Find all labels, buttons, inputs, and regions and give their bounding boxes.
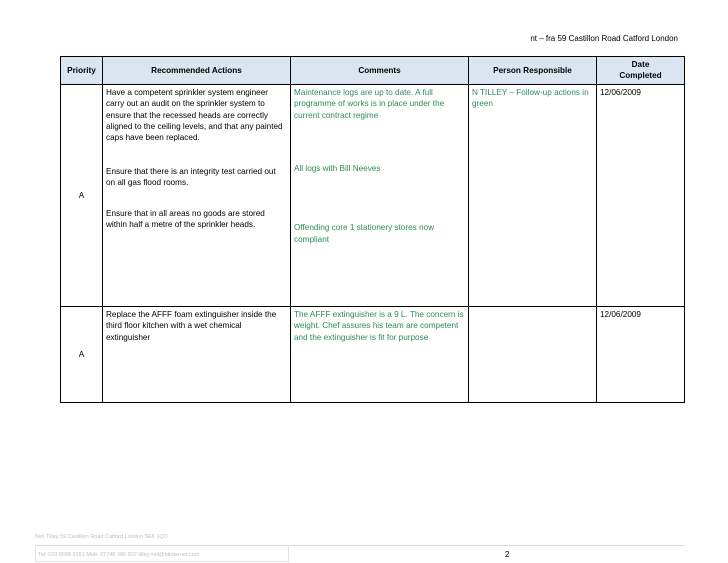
table-header-row: [61, 57, 685, 85]
header-date-line1: Date: [631, 60, 650, 69]
page-number: 2: [505, 550, 510, 559]
comment-text: Maintenance logs are up to date. A full programme of works is in place under the current contract regime: [294, 87, 445, 120]
header-comments: Comments: [291, 57, 469, 85]
actions-table: [60, 56, 685, 403]
priority-cell: A: [61, 306, 103, 402]
comment-text: All logs with Bill Neeves: [294, 164, 381, 174]
footer-contact: Tel: 020 8698 0181 Mob: 07748 386 902 tilley.neil@btinternet.com: [38, 552, 200, 558]
header-priority: Priority: [61, 57, 103, 85]
action-text: Ensure that there is an integrity test carried out on all gas flood rooms.: [106, 166, 276, 188]
header-person-responsible: Person Responsible: [469, 57, 597, 85]
footer-address: Neil Tilley 59 Castillon Road Catford London SE6 1QD: [35, 534, 168, 540]
action-text: Ensure that in all areas no goods are stored within half a metre of the sprinkler heads.: [106, 208, 265, 230]
priority-cell: A: [61, 84, 103, 306]
running-header: nt – fra 59 Castillon Road Catford London: [530, 34, 678, 43]
header-date-completed: [597, 57, 685, 85]
date-completed-cell: 12/06/2009: [597, 84, 685, 306]
comment-text: Offending core 1 stationery stores now compliant: [294, 223, 435, 244]
header-recommended-actions: Recommended Actions: [103, 57, 291, 85]
action-text: Have a competent sprinkler system engineer carry out an audit on the sprinkler system to ensure that the recessed heads are correctly aligned to the ceiling levels, and that any painted caps have been replaced.: [106, 87, 283, 143]
header-date-line2: Completed: [619, 71, 662, 81]
comments-cell: [291, 84, 469, 306]
person-responsible-cell: [469, 306, 597, 402]
table-row: [61, 306, 685, 402]
comment-text: The AFFF extinguisher is a 9 L. The concern is weight. Chef assures his team are competent and the extinguisher is fit for purpose: [294, 309, 464, 342]
action-text: Replace the AFFF foam extinguisher inside the third floor kitchen with a wet chemical extinguisher: [106, 309, 277, 342]
table-row: [61, 84, 685, 306]
recommended-actions-cell: [103, 306, 291, 402]
date-completed-cell: 12/06/2009: [597, 306, 685, 402]
footer-divider: [35, 545, 685, 546]
person-responsible-cell: N TILLEY – Follow-up actions in green: [469, 84, 597, 306]
comments-cell: [291, 306, 469, 402]
recommended-actions-cell: [103, 84, 291, 306]
